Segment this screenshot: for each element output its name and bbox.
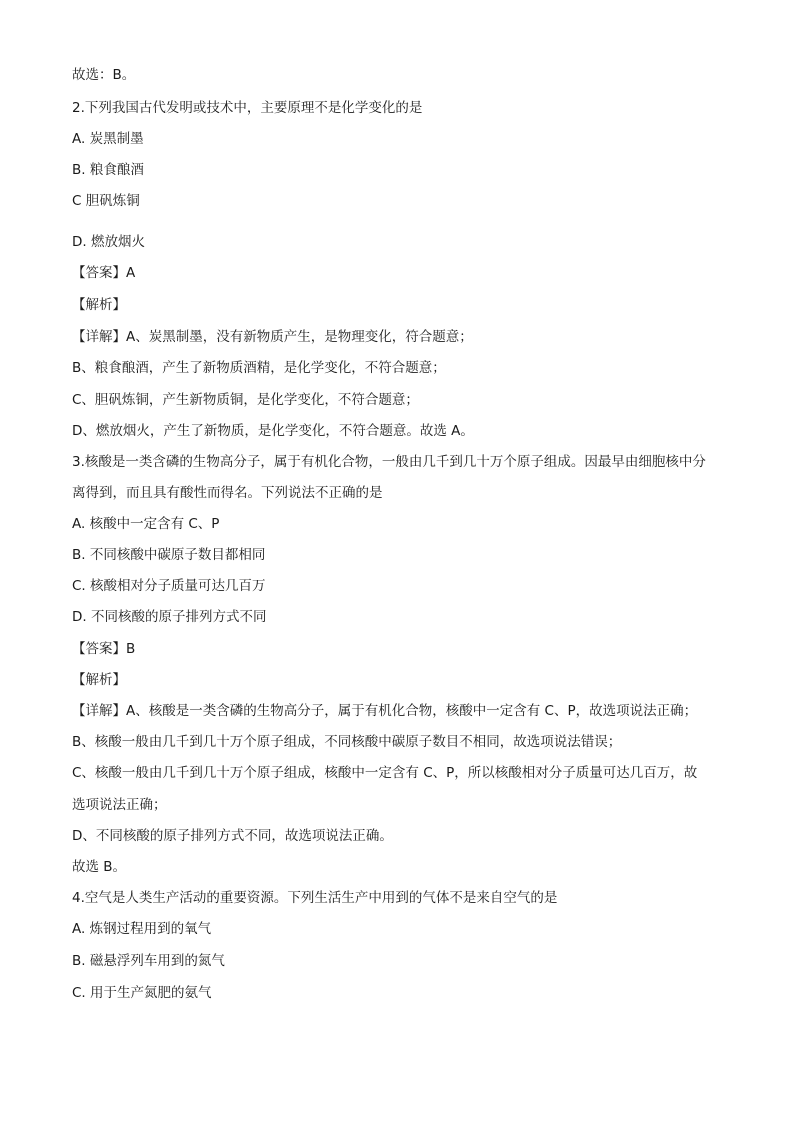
question-3-conclusion: 故选 B。: [72, 859, 127, 875]
question-2-analysis-label: 【解析】: [72, 297, 126, 313]
question-3-answer: 【答案】B: [72, 641, 136, 657]
question-2-stem: 2.下列我国古代发明或技术中，主要原理不是化学变化的是: [72, 100, 423, 116]
question-2-option-b: B. 粮食酿酒: [72, 162, 144, 178]
question-3-detail-b: B、核酸一般由几千到几十万个原子组成，不同核酸中碳原子数目不相同，故选项说法错误；: [72, 734, 622, 750]
conclusion-prev: 故选：B。: [72, 67, 136, 83]
question-3-option-b: B. 不同核酸中碳原子数目都相同: [72, 547, 266, 563]
question-2-detail-a: 【详解】A、炭黑制墨，没有新物质产生，是物理变化，符合题意；: [72, 329, 473, 345]
question-3-detail-c-line-1: C、核酸一般由几千到几十万个原子组成，核酸中一定含有 C、P，所以核酸相对分子质量可达几百万，故: [72, 765, 698, 781]
question-2-option-d: D. 燃放烟火: [72, 234, 145, 250]
question-2-detail-c: C、胆矾炼铜，产生新物质铜，是化学变化，不符合题意；: [72, 392, 419, 408]
question-3-detail-d: D、不同核酸的原子排列方式不同，故选项说法正确。: [72, 828, 393, 844]
question-4-option-c: C. 用于生产氮肥的氨气: [72, 985, 212, 1001]
question-2-detail-b: B、粮食酿酒，产生了新物质酒精，是化学变化，不符合题意；: [72, 360, 446, 376]
question-3-option-a: A. 核酸中一定含有 C、P: [72, 516, 220, 532]
question-3-detail-c-line-2: 选项说法正确；: [72, 797, 167, 813]
question-4-option-b: B. 磁悬浮列车用到的氮气: [72, 953, 225, 969]
question-2-option-a: A. 炭黑制墨: [72, 131, 144, 147]
question-3-option-c: C. 核酸相对分子质量可达几百万: [72, 578, 266, 594]
question-3-stem-line-1: 3.核酸是一类含磷的生物高分子，属于有机化合物，一般由几千到几十万个原子组成。因最早由细胞核中分: [72, 454, 706, 470]
question-3-analysis-label: 【解析】: [72, 672, 126, 688]
question-4-option-a: A. 炼钢过程用到的氧气: [72, 921, 212, 937]
question-3-stem-line-2: 离得到，而且具有酸性而得名。下列说法不正确的是: [72, 485, 383, 501]
question-3-detail-a: 【详解】A、核酸是一类含磷的生物高分子，属于有机化合物，核酸中一定含有 C、P，故选项说法正确；: [72, 703, 698, 719]
question-2-option-c: C 胆矾炼铜: [72, 193, 140, 209]
question-4-stem: 4.空气是人类生产活动的重要资源。下列生活生产中用到的气体不是来自空气的是: [72, 890, 558, 906]
question-3-option-d: D. 不同核酸的原子排列方式不同: [72, 609, 267, 625]
question-2-answer: 【答案】A: [72, 265, 136, 281]
question-2-detail-d: D、燃放烟火，产生了新物质，是化学变化，不符合题意。故选 A。: [72, 423, 474, 439]
